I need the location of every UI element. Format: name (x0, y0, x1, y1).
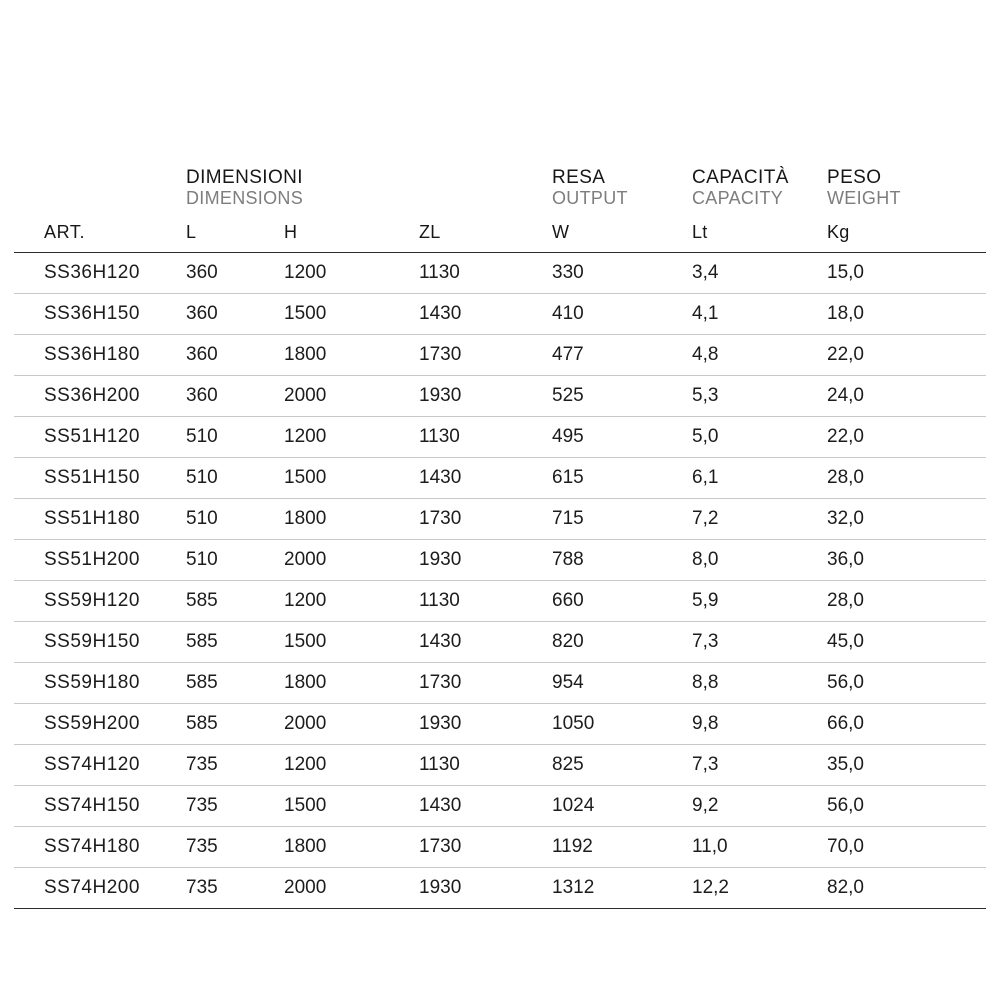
cell-art: SS51H120 (14, 416, 154, 457)
cell-w: 660 (552, 580, 692, 621)
cell-kg: 45,0 (827, 621, 986, 662)
table-row (14, 293, 986, 334)
cell-lt: 7,3 (692, 744, 827, 785)
cell-art: SS59H200 (14, 703, 154, 744)
cell-art: SS51H150 (14, 457, 154, 498)
cell-kg: 56,0 (827, 662, 986, 703)
cell-w: 788 (552, 539, 692, 580)
cell-h: 1200 (284, 416, 419, 457)
group-label-en: OUTPUT (552, 187, 628, 208)
table-row (14, 662, 986, 703)
cell-zl: 1130 (419, 416, 552, 457)
cell-art: SS59H180 (14, 662, 154, 703)
cell-w: 820 (552, 621, 692, 662)
cell-zl: 1730 (419, 826, 552, 867)
cell-zl: 1730 (419, 498, 552, 539)
cell-w: 1024 (552, 785, 692, 826)
group-label-it: DIMENSIONI (186, 167, 303, 188)
cell-h: 1500 (284, 293, 419, 334)
cell-h: 1500 (284, 785, 419, 826)
cell-l: 360 (154, 334, 284, 375)
cell-lt: 7,2 (692, 498, 827, 539)
cell-kg: 22,0 (827, 416, 986, 457)
cell-h: 1500 (284, 457, 419, 498)
cell-l: 735 (154, 867, 284, 908)
unit-header-row (14, 214, 986, 253)
cell-h: 1800 (284, 662, 419, 703)
cell-lt: 7,3 (692, 621, 827, 662)
table-row (14, 252, 986, 293)
group-header-empty (14, 168, 154, 214)
cell-w: 1192 (552, 826, 692, 867)
cell-art: SS74H200 (14, 867, 154, 908)
cell-art: SS36H120 (14, 252, 154, 293)
column-header-kg: Kg (827, 214, 986, 253)
cell-zl: 1430 (419, 457, 552, 498)
cell-w: 525 (552, 375, 692, 416)
table-row (14, 621, 986, 662)
cell-art: SS74H180 (14, 826, 154, 867)
cell-h: 1200 (284, 580, 419, 621)
table-row (14, 785, 986, 826)
cell-art: SS59H150 (14, 621, 154, 662)
cell-w: 615 (552, 457, 692, 498)
cell-lt: 9,8 (692, 703, 827, 744)
cell-l: 510 (154, 416, 284, 457)
group-header-row (14, 168, 986, 214)
group-header-dimensioni (154, 168, 552, 214)
cell-l: 735 (154, 744, 284, 785)
table-row (14, 826, 986, 867)
cell-w: 825 (552, 744, 692, 785)
column-header-zl: ZL (419, 214, 552, 253)
cell-kg: 70,0 (827, 826, 986, 867)
cell-zl: 1930 (419, 703, 552, 744)
table-row (14, 744, 986, 785)
cell-zl: 1430 (419, 785, 552, 826)
cell-h: 1200 (284, 744, 419, 785)
cell-lt: 11,0 (692, 826, 827, 867)
column-header-l: L (154, 214, 284, 253)
group-header-resa (552, 168, 692, 214)
cell-zl: 1730 (419, 662, 552, 703)
cell-lt: 8,0 (692, 539, 827, 580)
cell-zl: 1430 (419, 621, 552, 662)
cell-l: 360 (154, 252, 284, 293)
cell-art: SS59H120 (14, 580, 154, 621)
cell-lt: 9,2 (692, 785, 827, 826)
cell-art: SS36H200 (14, 375, 154, 416)
cell-art: SS74H120 (14, 744, 154, 785)
cell-w: 477 (552, 334, 692, 375)
cell-w: 715 (552, 498, 692, 539)
cell-w: 1050 (552, 703, 692, 744)
cell-h: 2000 (284, 375, 419, 416)
table-row (14, 867, 986, 908)
cell-art: SS36H180 (14, 334, 154, 375)
cell-l: 585 (154, 580, 284, 621)
cell-h: 1200 (284, 252, 419, 293)
group-header-peso (827, 168, 986, 214)
table-row (14, 375, 986, 416)
table-row (14, 457, 986, 498)
cell-w: 495 (552, 416, 692, 457)
cell-art: SS51H200 (14, 539, 154, 580)
cell-w: 954 (552, 662, 692, 703)
cell-l: 735 (154, 826, 284, 867)
cell-kg: 36,0 (827, 539, 986, 580)
cell-zl: 1130 (419, 252, 552, 293)
group-label-en: DIMENSIONS (186, 187, 304, 208)
cell-h: 2000 (284, 703, 419, 744)
cell-lt: 8,8 (692, 662, 827, 703)
column-header-w: W (552, 214, 692, 253)
cell-zl: 1130 (419, 744, 552, 785)
cell-lt: 6,1 (692, 457, 827, 498)
group-label-en: WEIGHT (827, 187, 901, 208)
cell-w: 410 (552, 293, 692, 334)
cell-lt: 4,1 (692, 293, 827, 334)
group-header-capacita (692, 168, 827, 214)
cell-h: 2000 (284, 867, 419, 908)
table-row (14, 580, 986, 621)
cell-l: 585 (154, 621, 284, 662)
cell-lt: 5,0 (692, 416, 827, 457)
cell-lt: 12,2 (692, 867, 827, 908)
cell-w: 1312 (552, 867, 692, 908)
table-head (14, 168, 986, 252)
cell-kg: 28,0 (827, 457, 986, 498)
cell-art: SS74H150 (14, 785, 154, 826)
cell-kg: 32,0 (827, 498, 986, 539)
table-row (14, 334, 986, 375)
table-row (14, 539, 986, 580)
cell-h: 2000 (284, 539, 419, 580)
group-label-it: RESA (552, 167, 606, 188)
cell-kg: 15,0 (827, 252, 986, 293)
cell-zl: 1130 (419, 580, 552, 621)
group-label-it: CAPACITÀ (692, 167, 789, 188)
table-row (14, 498, 986, 539)
cell-kg: 24,0 (827, 375, 986, 416)
group-label-it: PESO (827, 167, 882, 188)
cell-l: 360 (154, 293, 284, 334)
cell-w: 330 (552, 252, 692, 293)
cell-art: SS36H150 (14, 293, 154, 334)
cell-lt: 5,9 (692, 580, 827, 621)
cell-l: 510 (154, 539, 284, 580)
table-row (14, 416, 986, 457)
specifications-table (14, 168, 986, 909)
cell-lt: 5,3 (692, 375, 827, 416)
cell-zl: 1930 (419, 375, 552, 416)
cell-h: 1500 (284, 621, 419, 662)
cell-kg: 66,0 (827, 703, 986, 744)
column-header-h: H (284, 214, 419, 253)
cell-l: 360 (154, 375, 284, 416)
cell-kg: 18,0 (827, 293, 986, 334)
cell-lt: 4,8 (692, 334, 827, 375)
column-header-lt: Lt (692, 214, 827, 253)
cell-kg: 22,0 (827, 334, 986, 375)
cell-kg: 82,0 (827, 867, 986, 908)
cell-zl: 1730 (419, 334, 552, 375)
group-label-en: CAPACITY (692, 187, 784, 208)
cell-l: 585 (154, 662, 284, 703)
cell-zl: 1930 (419, 867, 552, 908)
cell-l: 510 (154, 457, 284, 498)
table-row (14, 703, 986, 744)
cell-kg: 28,0 (827, 580, 986, 621)
cell-h: 1800 (284, 826, 419, 867)
cell-lt: 3,4 (692, 252, 827, 293)
column-header-art: ART. (14, 214, 154, 253)
cell-h: 1800 (284, 334, 419, 375)
cell-kg: 56,0 (827, 785, 986, 826)
cell-zl: 1430 (419, 293, 552, 334)
cell-art: SS51H180 (14, 498, 154, 539)
cell-l: 585 (154, 703, 284, 744)
table-body (14, 252, 986, 908)
cell-kg: 35,0 (827, 744, 986, 785)
cell-h: 1800 (284, 498, 419, 539)
cell-l: 510 (154, 498, 284, 539)
cell-zl: 1930 (419, 539, 552, 580)
cell-l: 735 (154, 785, 284, 826)
